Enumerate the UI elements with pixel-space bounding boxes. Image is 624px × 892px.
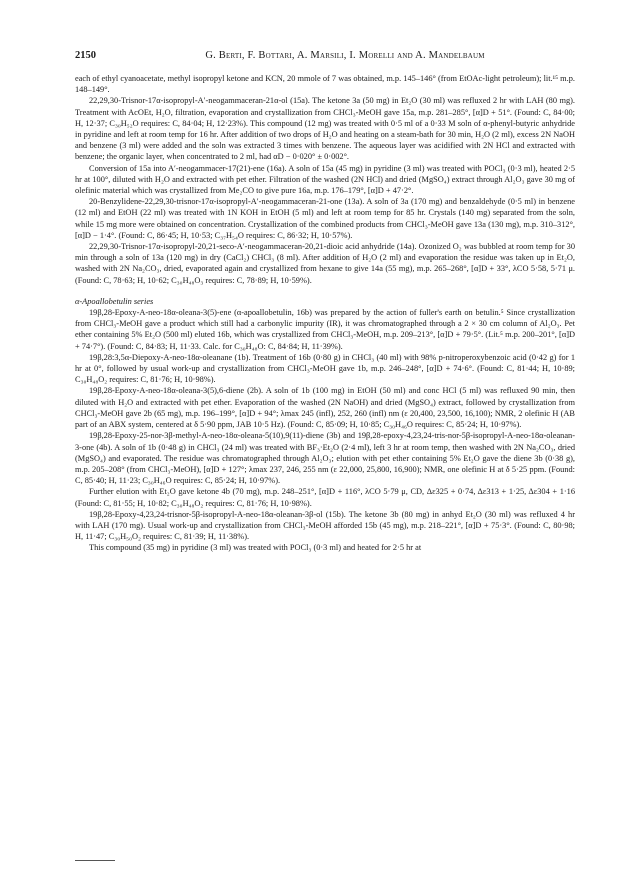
page-content [75, 50, 575, 554]
paragraph: 19β,28-Epoxy-A-neo-18α-oleana-3(5),6-diene (2b). A soln of 1b (100 mg) in EtOH (50 ml) and conc HCl (5 ml) was refluxed 90 min, then diluted with H₂O and extracted with pet ether. Evaporation of the washed (2N NaOH) and dried (MgSO₄) extract, followed by crystallization from CHCl₃-MeOH gave 2b (65 mg), m.p. 196–199°, [α]D + 94°; λmax 245 (infl), 252, 260 (infl) nm (ε 20,400, 23,500, 16,100); NMR, 2 olefinic H (AB part of an ABX system, centered at δ 5·90 ppm, JAB 10·5 Hz). (Found: C, 85·09; H, 10·85; C₃₀H₄₆O requires: C, 85·24; H, 10·97%). [75, 386, 575, 430]
paragraph: 19β,28-Epoxy-25-nor-3β-methyl-A-neo-18α-oleana-5(10),9(11)-diene (3b) and 19β,28-epoxy-4,23,24-tris-nor-5β-isopropyl-A-neo-18α-oleanan-3-one (4b). A soln of 1b (0·48 g) in CHCl₃ (24 ml) was treated with BF₃·Et₂O (2·4 ml), left 3 hr at room temp, then washed with 2N Na₂CO₃, dried (MgSO₄) and evaporated. The residue was chromatographed through Al₂O₃; elution with pet ether containing 5% Et₂O gave the diene 3b (0·38 g), m.p. 205–208° (from CHCl₃-MeOH), [α]D + 127°; λmax 237, 246, 255 nm (ε 22,000, 25,800, 16,900); NMR, one olefinic H at δ 5·25 ppm. (Found: C, 85·40; H, 11·23; C₃₀H₄₆O requires: C, 85·24; H, 10·97%). [75, 431, 575, 486]
paragraph: 19β,28-Epoxy-4,23,24-trisnor-5β-isopropyl-A-neo-18α-oleanan-3β-ol (15b). The ketone 3b (80 mg) in anhyd Et₂O (30 ml) was refluxed 4 hr with LAH (170 mg). Usual work-up and crystallization from CHCl₃-MeOH afforded 15b (45 mg), m.p. 218–221°, [α]D + 75·3°. (Found: C, 80·98; H, 11·47; C₃₀H₅₀O₂ requires: C, 81·39; H, 11·38%). [75, 509, 575, 542]
paragraph: Conversion of 15a into A′-neogammacer-17(21)-ene (16a). A soln of 15a (45 mg) in pyridine (3 ml) was treated with POCl₃ (0·3 ml), heated 2·5 hr at 100°, diluted with H₂O and extracted with pet ether. Filtration of the washed (2N HCl) and dried (MgSO₄) extract through Al₂O₃ gave 30 mg of olefinic material which was crystallized from Me₂CO to give pure 16a, m.p. 176–179°, [α]D + 47·2°. [75, 163, 575, 196]
running-authors: G. Berti, F. Bottari, A. Marsili, I. Morelli and A. Mandelbaum [205, 50, 485, 61]
running-header [75, 50, 575, 61]
paragraph: 22,29,30-Trisnor-17α-isopropyl-20,21-seco-A′-neogammaceran-20,21-dioic acid anhydride (14a). Ozonized O₂ was bubbled at room temp for 30 min through a soln of 13a (120 mg) in dry (CaCl₂) CHCl₃ (8 ml). After addition of H₂O (2 ml) and evaporation the residue was taken up in Et₂O, washed with 2N Na₂CO₃, dried, evaporated again and crystallized from hexane to give 14a (55 mg), m.p. 265–268°, [α]D + 33°, λCO 5·58, 5·71 μ. (Found: C, 78·63; H, 10·62; C₃₀H₄₈O₃ requires: C, 78·89; H, 10·59%). [75, 242, 575, 285]
paragraph: This compound (35 mg) in pyridine (3 ml) was treated with POCl₃ (0·3 ml) and heated for 2·5 hr at [89, 543, 422, 553]
paragraph: 20-Benzylidene-22,29,30-trisnor-17α-isopropyl-A′-neogammaceran-21-one (13a). A soln of 3a (170 mg) and benzaldehyde (0·5 ml) in benzene (12 ml) and EtOH (22 ml) was treated with 1N KOH in EtOH (5 ml) and left at room temp for 85 hr. Crystals (140 mg) separated from the soln, while 15 mg more were obtained on concentration. Crystallization of the combined products from CHCl₃-MeOH gave 13a (130 mg), m.p. 310–312°, [α]D − 1·4°. (Found: C, 86·45; H, 10·53; C₃₇H₅₄O requires: C, 86·32; H, 10·57%). [75, 197, 575, 240]
footnote-rule [75, 860, 115, 861]
section-heading: α-Apoallobetulin series [75, 296, 154, 306]
page-number: 2150 [75, 50, 96, 61]
paragraph: each of ethyl cyanoacetate, methyl isopropyl ketone and KCN, 20 mmole of 7 was obtained, m.p. 145–146° (from EtOAc-light petroleum); lit.¹⁵ m.p. 148–149°. [75, 74, 575, 95]
paragraph: 19β,28-Epoxy-A-neo-18α-oleana-3(5)-ene (α-apoallobetulin, 16b) was prepared by the action of fuller's earth on betulin.⁵ Since crystallization from CHCl₃-MeOH gave a product which still had a carbonylic impurity (IR), it was chromatographed through a 2 × 30 cm column of Al₂O₃. Pet ether containing 5% Et₂O (500 ml) eluted 16b, which was crystallized from CHCl₃-MeOH, m.p. 209–213°, [α]D + 79·5°. (Lit.⁵ m.p. 200–201°, [α]D + 74·7°). (Found: C, 84·83; H, 11·33. Calc. for C₃₀H₄₈O: C, 84·84; H, 11·39%). [75, 308, 575, 351]
paragraph: Further elution with Et₂O gave ketone 4b (70 mg), m.p. 248–251°, [α]D + 116°, λCO 5·79 μ, CD, Δε325 + 0·74, Δε313 + 1·25, Δε304 + 1·16 (Found: C, 81·55; H, 10·82; C₃₀H₄₈O₂ requires: C, 81·76; H, 10·98%). [75, 487, 575, 508]
paragraph: 19β,28:3,5α-Diepoxy-A-neo-18α-oleanane (1b). Treatment of 16b (0·80 g) in CHCl₃ (40 ml) with 98% p-nitroperoxybenzoic acid (0·42 g) for 1 hr at 0°, followed by usual work-up and crystallization from CHCl₃-MeOH gave 1b, m.p. 246–248°, [α]D + 74·6°. (Found: C, 81·44; H, 10·89; C₃₀H₄₈O₂ requires: C, 81·76; H, 10·98%). [75, 352, 575, 385]
paragraph: 22,29,30-Trisnor-17α-isopropyl-A′-neogammaceran-21α-ol (15a). The ketone 3a (50 mg) in Et₂O (30 ml) was refluxed 2 hr with LAH (80 mg). Treatment with AcOEt, H₂O, filtration, evaporation and crystallization from CHCl₃-MeOH gave 15a, m.p. 281–285°, [α]D + 51°. (Found: C, 84·00; H, 12·37; C₃₀H₅₂O requires: C, 84·04; H, 12·23%). This compound (12 mg) was treated with 0·5 ml of a 0·33 M soln of α-phenyl-butyric anhydride in pyridine and left at room temp for 16 hr. After addition of two drops of H₂O and heating on a steam-bath for 30 min, H₂O (2 ml), excess 2N NaOH and benzene (3 ml) were added and the soln was extracted 3 times with benzene. The aqueous layer was acidified with 2N HCl and extracted with benzene; the organic layer, when concentrated to 2 ml, had αD − 0·020° ± 0·002°. [75, 96, 575, 162]
